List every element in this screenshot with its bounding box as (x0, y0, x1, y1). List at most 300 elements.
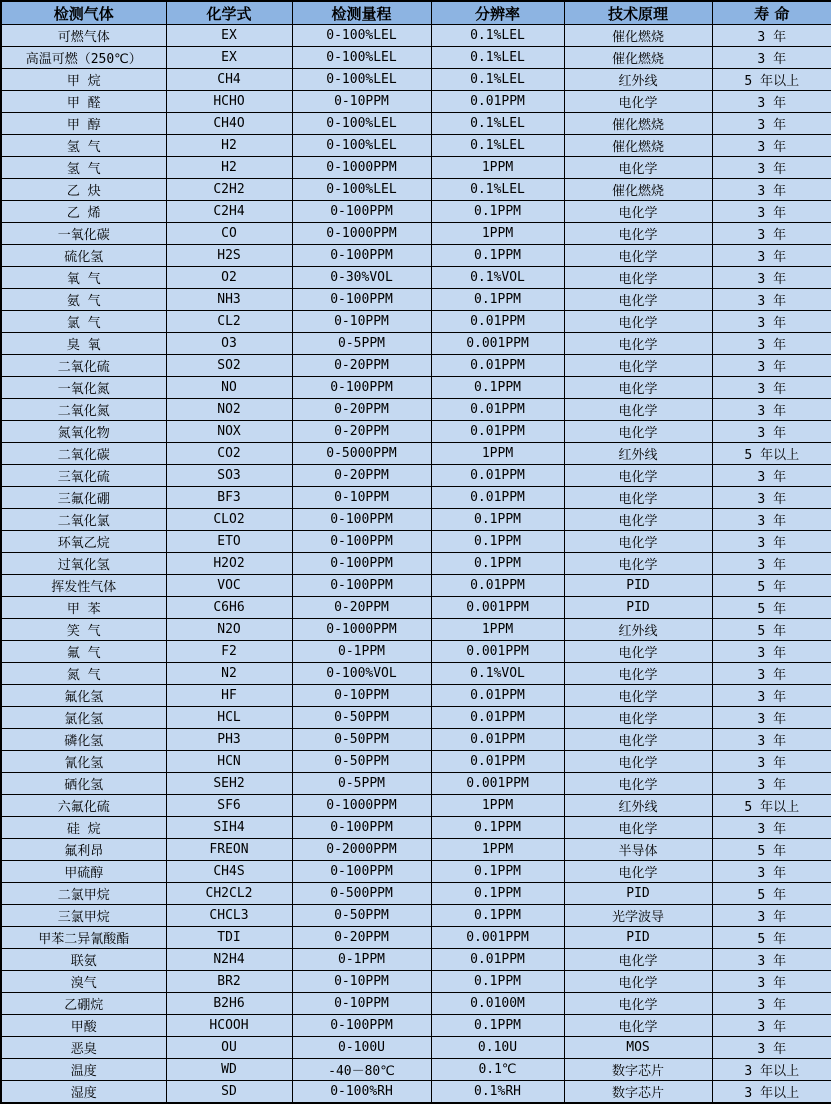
cell-chemical-formula: CO (166, 223, 292, 245)
column-header-principle: 技术原理 (564, 1, 712, 25)
cell-chemical-formula: C2H4 (166, 201, 292, 223)
cell-lifespan: 3 年以上 (712, 1081, 831, 1104)
cell-chemical-formula: CH2CL2 (166, 883, 292, 905)
cell-resolution: 0.01PPM (431, 465, 564, 487)
cell-lifespan: 3 年 (712, 25, 831, 47)
cell-gas-name: 氢 气 (1, 157, 166, 179)
cell-gas-name: 甲 醛 (1, 91, 166, 113)
cell-technology-principle: 催化燃烧 (564, 113, 712, 135)
cell-detection-range: 0-500PPM (292, 883, 431, 905)
cell-lifespan: 3 年 (712, 113, 831, 135)
table-row (1, 1081, 831, 1104)
cell-detection-range: 0-20PPM (292, 465, 431, 487)
cell-lifespan: 5 年 (712, 839, 831, 861)
cell-technology-principle: 电化学 (564, 91, 712, 113)
table-row (1, 509, 831, 531)
cell-resolution: 0.01PPM (431, 685, 564, 707)
cell-chemical-formula: CLO2 (166, 509, 292, 531)
cell-gas-name: 甲酸 (1, 1015, 166, 1037)
cell-detection-range: 0-10PPM (292, 685, 431, 707)
cell-resolution: 0.1%LEL (431, 179, 564, 201)
column-header-gas: 检测气体 (1, 1, 166, 25)
cell-detection-range: 0-100PPM (292, 201, 431, 223)
cell-gas-name: 氯 气 (1, 311, 166, 333)
cell-chemical-formula: BR2 (166, 971, 292, 993)
cell-detection-range: 0-100PPM (292, 509, 431, 531)
cell-gas-name: 三氯甲烷 (1, 905, 166, 927)
cell-detection-range: 0-1000PPM (292, 223, 431, 245)
cell-lifespan: 3 年 (712, 729, 831, 751)
table-row (1, 289, 831, 311)
cell-chemical-formula: C2H2 (166, 179, 292, 201)
cell-chemical-formula: C6H6 (166, 597, 292, 619)
cell-resolution: 0.1PPM (431, 861, 564, 883)
cell-lifespan: 3 年 (712, 267, 831, 289)
table-row (1, 179, 831, 201)
table-row (1, 839, 831, 861)
cell-detection-range: 0-1000PPM (292, 795, 431, 817)
cell-resolution: 1PPM (431, 223, 564, 245)
cell-detection-range: 0-10PPM (292, 487, 431, 509)
cell-gas-name: 氧 气 (1, 267, 166, 289)
cell-detection-range: 0-50PPM (292, 707, 431, 729)
cell-detection-range: 0-20PPM (292, 355, 431, 377)
cell-lifespan: 3 年 (712, 289, 831, 311)
cell-gas-name: 乙 烯 (1, 201, 166, 223)
column-header-formula: 化学式 (166, 1, 292, 25)
cell-lifespan: 3 年 (712, 993, 831, 1015)
table-row (1, 663, 831, 685)
cell-chemical-formula: N2H4 (166, 949, 292, 971)
cell-lifespan: 5 年以上 (712, 69, 831, 91)
cell-gas-name: 可燃气体 (1, 25, 166, 47)
cell-technology-principle: 光学波导 (564, 905, 712, 927)
cell-resolution: 1PPM (431, 795, 564, 817)
cell-lifespan: 3 年 (712, 245, 831, 267)
cell-lifespan: 3 年 (712, 465, 831, 487)
table-row (1, 597, 831, 619)
cell-resolution: 0.1%RH (431, 1081, 564, 1104)
cell-chemical-formula: CH4 (166, 69, 292, 91)
cell-technology-principle: 电化学 (564, 971, 712, 993)
cell-chemical-formula: CL2 (166, 311, 292, 333)
table-row (1, 927, 831, 949)
cell-gas-name: 甲 苯 (1, 597, 166, 619)
cell-lifespan: 3 年 (712, 707, 831, 729)
cell-technology-principle: 数字芯片 (564, 1059, 712, 1081)
cell-gas-name: 氮 气 (1, 663, 166, 685)
cell-chemical-formula: NH3 (166, 289, 292, 311)
table-body (1, 25, 831, 1104)
table-row (1, 201, 831, 223)
cell-lifespan: 3 年 (712, 487, 831, 509)
cell-technology-principle: 电化学 (564, 993, 712, 1015)
cell-technology-principle: 电化学 (564, 707, 712, 729)
table-row (1, 399, 831, 421)
cell-technology-principle: 催化燃烧 (564, 25, 712, 47)
table-row (1, 883, 831, 905)
cell-resolution: 1PPM (431, 619, 564, 641)
cell-detection-range: 0-100U (292, 1037, 431, 1059)
cell-technology-principle: 电化学 (564, 949, 712, 971)
table-row (1, 487, 831, 509)
cell-lifespan: 3 年 (712, 553, 831, 575)
cell-technology-principle: 电化学 (564, 333, 712, 355)
cell-chemical-formula: SEH2 (166, 773, 292, 795)
table-row (1, 25, 831, 47)
cell-chemical-formula: ETO (166, 531, 292, 553)
cell-chemical-formula: SO2 (166, 355, 292, 377)
cell-detection-range: -40－80℃ (292, 1059, 431, 1081)
cell-gas-name: 甲 醇 (1, 113, 166, 135)
cell-lifespan: 3 年 (712, 311, 831, 333)
cell-resolution: 0.0100M (431, 993, 564, 1015)
cell-detection-range: 0-100PPM (292, 289, 431, 311)
cell-gas-name: 过氧化氢 (1, 553, 166, 575)
cell-detection-range: 0-100PPM (292, 531, 431, 553)
cell-resolution: 0.1%VOL (431, 663, 564, 685)
cell-chemical-formula: HF (166, 685, 292, 707)
cell-resolution: 0.1℃ (431, 1059, 564, 1081)
cell-detection-range: 0-100PPM (292, 377, 431, 399)
cell-technology-principle: 红外线 (564, 69, 712, 91)
cell-gas-name: 氟利昂 (1, 839, 166, 861)
table-row (1, 751, 831, 773)
cell-detection-range: 0-50PPM (292, 905, 431, 927)
cell-chemical-formula: O2 (166, 267, 292, 289)
table-row (1, 1015, 831, 1037)
cell-technology-principle: 电化学 (564, 377, 712, 399)
cell-detection-range: 0-100PPM (292, 817, 431, 839)
cell-detection-range: 0-30%VOL (292, 267, 431, 289)
cell-resolution: 1PPM (431, 839, 564, 861)
cell-gas-name: 一氧化碳 (1, 223, 166, 245)
cell-chemical-formula: H2S (166, 245, 292, 267)
cell-resolution: 1PPM (431, 157, 564, 179)
cell-chemical-formula: VOC (166, 575, 292, 597)
cell-lifespan: 3 年 (712, 949, 831, 971)
cell-technology-principle: 电化学 (564, 509, 712, 531)
cell-detection-range: 0-1000PPM (292, 619, 431, 641)
cell-chemical-formula: N2O (166, 619, 292, 641)
cell-resolution: 0.001PPM (431, 773, 564, 795)
cell-gas-name: 二氧化氯 (1, 509, 166, 531)
cell-gas-name: 六氟化硫 (1, 795, 166, 817)
cell-resolution: 0.01PPM (431, 421, 564, 443)
cell-gas-name: 笑 气 (1, 619, 166, 641)
cell-chemical-formula: SD (166, 1081, 292, 1104)
cell-detection-range: 0-100PPM (292, 1015, 431, 1037)
cell-technology-principle: 电化学 (564, 399, 712, 421)
cell-lifespan: 3 年 (712, 1037, 831, 1059)
cell-gas-name: 氨 气 (1, 289, 166, 311)
cell-technology-principle: 电化学 (564, 245, 712, 267)
cell-technology-principle: 电化学 (564, 729, 712, 751)
cell-chemical-formula: CH4S (166, 861, 292, 883)
cell-lifespan: 5 年 (712, 927, 831, 949)
cell-chemical-formula: BF3 (166, 487, 292, 509)
cell-resolution: 0.1PPM (431, 905, 564, 927)
cell-technology-principle: 电化学 (564, 311, 712, 333)
table-row (1, 949, 831, 971)
cell-technology-principle: 电化学 (564, 157, 712, 179)
cell-gas-name: 氰化氢 (1, 751, 166, 773)
table-row (1, 861, 831, 883)
table-row (1, 421, 831, 443)
cell-lifespan: 3 年 (712, 663, 831, 685)
cell-lifespan: 3 年 (712, 223, 831, 245)
table-row (1, 333, 831, 355)
table-row (1, 47, 831, 69)
cell-gas-name: 硒化氢 (1, 773, 166, 795)
cell-lifespan: 3 年 (712, 47, 831, 69)
cell-chemical-formula: FREON (166, 839, 292, 861)
cell-chemical-formula: TDI (166, 927, 292, 949)
cell-gas-name: 温度 (1, 1059, 166, 1081)
cell-lifespan: 3 年 (712, 971, 831, 993)
cell-lifespan: 5 年 (712, 597, 831, 619)
cell-technology-principle: 电化学 (564, 201, 712, 223)
cell-resolution: 0.01PPM (431, 707, 564, 729)
cell-resolution: 0.1%LEL (431, 135, 564, 157)
cell-gas-name: 二氧化碳 (1, 443, 166, 465)
cell-detection-range: 0-20PPM (292, 421, 431, 443)
cell-lifespan: 3 年 (712, 773, 831, 795)
cell-technology-principle: 电化学 (564, 1015, 712, 1037)
cell-resolution: 0.1PPM (431, 531, 564, 553)
cell-detection-range: 0-100%LEL (292, 47, 431, 69)
cell-chemical-formula: SIH4 (166, 817, 292, 839)
cell-lifespan: 3 年 (712, 1015, 831, 1037)
cell-detection-range: 0-10PPM (292, 993, 431, 1015)
cell-resolution: 0.01PPM (431, 311, 564, 333)
cell-lifespan: 3 年 (712, 509, 831, 531)
cell-lifespan: 3 年 (712, 641, 831, 663)
cell-lifespan: 3 年 (712, 157, 831, 179)
cell-chemical-formula: SO3 (166, 465, 292, 487)
cell-detection-range: 0-1PPM (292, 949, 431, 971)
cell-resolution: 0.1PPM (431, 377, 564, 399)
cell-lifespan: 5 年 (712, 883, 831, 905)
column-header-range: 检测量程 (292, 1, 431, 25)
cell-detection-range: 0-100%LEL (292, 113, 431, 135)
cell-resolution: 0.1%LEL (431, 25, 564, 47)
cell-technology-principle: 电化学 (564, 641, 712, 663)
cell-chemical-formula: CH4O (166, 113, 292, 135)
cell-resolution: 0.001PPM (431, 641, 564, 663)
cell-detection-range: 0-50PPM (292, 751, 431, 773)
cell-technology-principle: 数字芯片 (564, 1081, 712, 1104)
table-row (1, 311, 831, 333)
cell-chemical-formula: NO (166, 377, 292, 399)
cell-technology-principle: 电化学 (564, 421, 712, 443)
cell-gas-name: 二氯甲烷 (1, 883, 166, 905)
table-row (1, 157, 831, 179)
cell-gas-name: 硅 烷 (1, 817, 166, 839)
cell-lifespan: 5 年 (712, 619, 831, 641)
cell-gas-name: 溴气 (1, 971, 166, 993)
cell-chemical-formula: OU (166, 1037, 292, 1059)
cell-resolution: 0.01PPM (431, 487, 564, 509)
cell-detection-range: 0-5PPM (292, 773, 431, 795)
cell-resolution: 0.1%LEL (431, 69, 564, 91)
cell-gas-name: 氟 气 (1, 641, 166, 663)
table-row (1, 355, 831, 377)
cell-technology-principle: 电化学 (564, 289, 712, 311)
cell-resolution: 0.01PPM (431, 729, 564, 751)
cell-resolution: 0.1PPM (431, 971, 564, 993)
cell-chemical-formula: O3 (166, 333, 292, 355)
cell-resolution: 0.10U (431, 1037, 564, 1059)
table-row (1, 443, 831, 465)
table-row (1, 223, 831, 245)
cell-gas-name: 恶臭 (1, 1037, 166, 1059)
cell-chemical-formula: HCL (166, 707, 292, 729)
cell-technology-principle: 催化燃烧 (564, 135, 712, 157)
table-row (1, 795, 831, 817)
cell-technology-principle: 催化燃烧 (564, 47, 712, 69)
cell-gas-name: 氯化氢 (1, 707, 166, 729)
cell-gas-name: 甲硫醇 (1, 861, 166, 883)
cell-technology-principle: 电化学 (564, 355, 712, 377)
cell-gas-name: 氮氧化物 (1, 421, 166, 443)
cell-chemical-formula: HCOOH (166, 1015, 292, 1037)
cell-resolution: 0.01PPM (431, 91, 564, 113)
cell-lifespan: 5 年以上 (712, 443, 831, 465)
cell-technology-principle: 电化学 (564, 817, 712, 839)
cell-gas-name: 湿度 (1, 1081, 166, 1104)
cell-resolution: 0.1PPM (431, 883, 564, 905)
cell-resolution: 0.01PPM (431, 575, 564, 597)
cell-lifespan: 5 年以上 (712, 795, 831, 817)
cell-lifespan: 3 年 (712, 135, 831, 157)
table-row (1, 707, 831, 729)
cell-detection-range: 0-1000PPM (292, 157, 431, 179)
cell-resolution: 0.1PPM (431, 1015, 564, 1037)
cell-lifespan: 3 年以上 (712, 1059, 831, 1081)
table-row (1, 377, 831, 399)
table-row (1, 905, 831, 927)
cell-technology-principle: 电化学 (564, 531, 712, 553)
cell-technology-principle: PID (564, 597, 712, 619)
cell-chemical-formula: NO2 (166, 399, 292, 421)
cell-chemical-formula: SF6 (166, 795, 292, 817)
cell-technology-principle: 电化学 (564, 553, 712, 575)
cell-detection-range: 0-20PPM (292, 597, 431, 619)
cell-technology-principle: PID (564, 575, 712, 597)
cell-resolution: 0.1PPM (431, 817, 564, 839)
cell-technology-principle: 红外线 (564, 443, 712, 465)
cell-chemical-formula: B2H6 (166, 993, 292, 1015)
cell-technology-principle: 电化学 (564, 487, 712, 509)
cell-gas-name: 硫化氢 (1, 245, 166, 267)
cell-resolution: 0.1PPM (431, 201, 564, 223)
header-row (1, 1, 831, 25)
cell-technology-principle: 红外线 (564, 619, 712, 641)
table-row (1, 267, 831, 289)
column-header-resolution: 分辨率 (431, 1, 564, 25)
cell-technology-principle: 半导体 (564, 839, 712, 861)
table-row (1, 531, 831, 553)
cell-lifespan: 3 年 (712, 905, 831, 927)
cell-detection-range: 0-100PPM (292, 245, 431, 267)
cell-detection-range: 0-100PPM (292, 575, 431, 597)
cell-detection-range: 0-5000PPM (292, 443, 431, 465)
cell-lifespan: 3 年 (712, 201, 831, 223)
cell-resolution: 0.01PPM (431, 355, 564, 377)
cell-gas-name: 环氧乙烷 (1, 531, 166, 553)
cell-detection-range: 0-10PPM (292, 311, 431, 333)
cell-chemical-formula: H2 (166, 157, 292, 179)
cell-gas-name: 臭 氧 (1, 333, 166, 355)
cell-detection-range: 0-100PPM (292, 861, 431, 883)
cell-lifespan: 3 年 (712, 751, 831, 773)
cell-technology-principle: 电化学 (564, 751, 712, 773)
cell-resolution: 0.01PPM (431, 399, 564, 421)
table-row (1, 245, 831, 267)
table-row (1, 69, 831, 91)
cell-resolution: 0.001PPM (431, 597, 564, 619)
cell-technology-principle: PID (564, 927, 712, 949)
cell-technology-principle: 电化学 (564, 663, 712, 685)
cell-gas-name: 甲 烷 (1, 69, 166, 91)
cell-resolution: 1PPM (431, 443, 564, 465)
cell-chemical-formula: F2 (166, 641, 292, 663)
table-row (1, 619, 831, 641)
cell-detection-range: 0-50PPM (292, 729, 431, 751)
cell-gas-name: 一氧化氮 (1, 377, 166, 399)
cell-chemical-formula: WD (166, 1059, 292, 1081)
cell-technology-principle: 红外线 (564, 795, 712, 817)
table-row (1, 641, 831, 663)
cell-chemical-formula: HCHO (166, 91, 292, 113)
cell-gas-name: 挥发性气体 (1, 575, 166, 597)
cell-lifespan: 5 年 (712, 575, 831, 597)
cell-detection-range: 0-100%RH (292, 1081, 431, 1104)
table-row (1, 575, 831, 597)
cell-detection-range: 0-100%LEL (292, 69, 431, 91)
cell-resolution: 0.1PPM (431, 509, 564, 531)
cell-gas-name: 甲苯二异氰酸酯 (1, 927, 166, 949)
cell-lifespan: 3 年 (712, 861, 831, 883)
cell-lifespan: 3 年 (712, 377, 831, 399)
cell-lifespan: 3 年 (712, 355, 831, 377)
cell-lifespan: 3 年 (712, 91, 831, 113)
cell-lifespan: 3 年 (712, 531, 831, 553)
table-row (1, 1059, 831, 1081)
table-row (1, 729, 831, 751)
table-row (1, 971, 831, 993)
cell-gas-name: 三氟化硼 (1, 487, 166, 509)
cell-lifespan: 3 年 (712, 333, 831, 355)
cell-chemical-formula: EX (166, 47, 292, 69)
table-row (1, 817, 831, 839)
table-row (1, 91, 831, 113)
cell-gas-name: 氢 气 (1, 135, 166, 157)
table-row (1, 773, 831, 795)
cell-technology-principle: 电化学 (564, 465, 712, 487)
cell-gas-name: 三氧化硫 (1, 465, 166, 487)
table-row (1, 1037, 831, 1059)
cell-resolution: 0.1PPM (431, 553, 564, 575)
cell-technology-principle: 电化学 (564, 685, 712, 707)
cell-resolution: 0.01PPM (431, 751, 564, 773)
table-row (1, 135, 831, 157)
cell-detection-range: 0-100%LEL (292, 179, 431, 201)
cell-detection-range: 0-100%VOL (292, 663, 431, 685)
cell-lifespan: 3 年 (712, 685, 831, 707)
cell-gas-name: 二氧化氮 (1, 399, 166, 421)
